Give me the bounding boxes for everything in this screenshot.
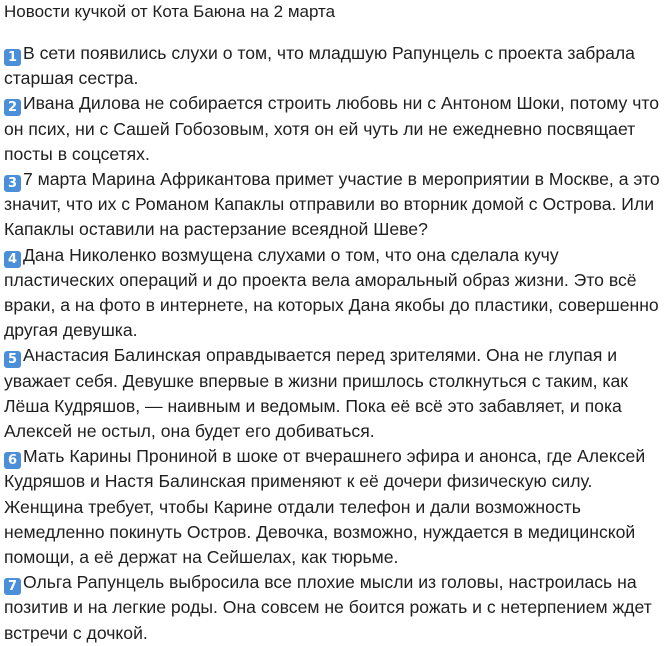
keycap-1-icon: 1 [4,49,21,66]
news-item-text: Мать Карины Прониной в шоке от вчерашнего эфира и анонса, где Алексей Кудряшов и Настя Балинская применяют к её дочери физическую силу. Женщина требует, чтобы Карине отдали телефон и дали возможность немедленно покинуть Остров. Девочка, возможно, нуждается в медицинской помощи, а её держат на Сейшелах, как тюрьме. [4,446,646,568]
news-item-text: 7 марта Марина Африкантова примет участие в мероприятии в Москве, а это значит, что их с Романом Капаклы отправили во вторник домой с Острова. Или Капаклы оставили на растерзание всеядной Шеве? [4,169,660,240]
page-title: Новости кучкой от Кота Баюна на 2 марта [4,2,336,21]
news-item-text: В сети появились слухи о том, что младшую Рапунцель с проекта забрала старшая сестра. [4,43,635,89]
keycap-6-icon: 6 [4,452,21,469]
keycap-2-icon: 2 [4,99,21,116]
keycap-3-icon: 3 [4,175,21,192]
news-item-text: Ивана Дилова не собирается строить любовь ни с Антоном Шоки, потому что он псих, ни с Сашей Гобозовым, хотя он ей чуть ли не ежедневно посвящает посты в соцсетях. [4,93,660,164]
keycap-7-icon: 7 [4,578,21,595]
news-item-6 [4,444,664,570]
news-item-text: Дана Николенко возмущена слухами о том, что она сделала кучу пластических операций и до проекта вела аморальный образ жизни. Это всё враки, а на фото в интернете, на которых Дана якобы до пластики, совершенно другая девушка. [4,244,659,341]
news-list [4,41,664,646]
news-item-4 [4,243,664,344]
keycap-5-icon: 5 [4,351,21,368]
news-item-2 [4,91,664,167]
news-item-text: Ольга Рапунцель выбросила все плохие мысли из головы, настроилась на позитив и на легкие роды. Она совсем не боится рожать и с нетерпением ждет встречи с дочкой. [4,572,652,643]
news-item-1 [4,41,664,91]
news-item-3 [4,167,664,243]
keycap-4-icon: 4 [4,251,21,268]
news-item-text: Анастасия Балинская оправдывается перед зрителями. Она не глупая и уважает себя. Девушке впервые в жизни пришлось столкнуться с таким, как Лёша Кудряшов, — наивным и ведомым. Пока её всё это забавляет, и пока Алексей не остыл, она будет его добиваться. [4,345,629,442]
news-item-7 [4,570,664,646]
news-item-5 [4,343,664,444]
